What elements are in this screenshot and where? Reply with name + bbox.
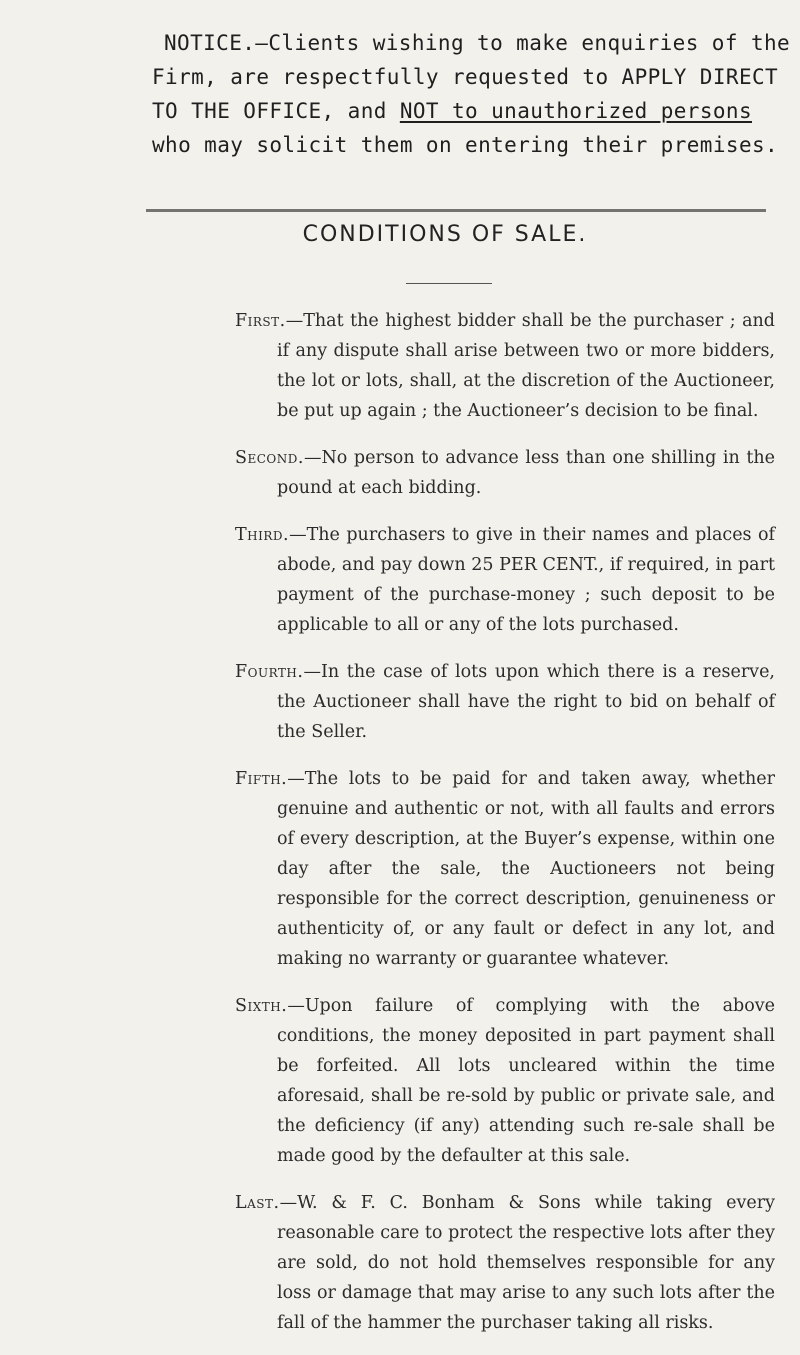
condition-item <box>235 443 775 503</box>
condition-lead: Sixth. <box>235 996 288 1016</box>
notice-line-prefix: TO THE OFFICE, and <box>152 99 400 123</box>
notice-line <box>152 94 772 128</box>
conditions-list <box>235 306 775 1355</box>
notice-paragraph <box>152 26 791 162</box>
condition-lead: Last. <box>235 1193 280 1213</box>
condition-item <box>235 520 775 640</box>
condition-item <box>235 657 775 747</box>
condition-lead: Third. <box>235 525 290 545</box>
condition-lead: First. <box>235 311 286 331</box>
notice-underlined-text: NOT to unauthorized persons <box>399 99 752 123</box>
notice-line: who may solicit them on entering their premises. <box>152 133 779 157</box>
notice-line: NOTICE.—Clients wishing to make enquiries of the <box>164 31 791 55</box>
condition-text: —Upon failure of complying with the above conditions, the money deposited in part payment shall be forfeited. All lots uncleared within the time aforesaid, shall be re-sold by public or private sale, and the deficiency (if any) attending such re-sale shall be made good by the defaulter at this sale. <box>277 996 775 1166</box>
page-title: CONDITIONS OF SALE. <box>302 222 588 247</box>
condition-item <box>235 306 775 426</box>
condition-item <box>235 1188 775 1338</box>
divider-rule <box>146 209 766 212</box>
condition-text: —That the highest bidder shall be the purchaser ; and if any dispute shall arise between two or more bidders, the lot or lots, shall, at the discretion of the Auctioneer, be put up again ; the Auctioneer’s decision to be final. <box>277 311 775 421</box>
condition-text: —W. & F. C. Bonham & Sons while taking every reasonable care to protect the respective lots after they are sold, do not hold themselves responsible for any loss or damage that may arise to any such lots after the fall of the hammer the purchaser taking all risks. <box>277 1193 775 1333</box>
heading-underline <box>406 283 492 284</box>
condition-text: —No person to advance less than one shilling in the pound at each bidding. <box>277 448 775 498</box>
condition-lead: Fifth. <box>235 769 288 789</box>
condition-text: —The purchasers to give in their names and places of abode, and pay down 25 PER CENT., if required, in part payment of the purchase-money ; such deposit to be applicable to all or any of the lots purchased. <box>277 525 775 635</box>
condition-text: —In the case of lots upon which there is a reserve, the Auctioneer shall have the right to bid on behalf of the Seller. <box>277 662 775 742</box>
condition-lead: Fourth. <box>235 662 304 682</box>
condition-text: —The lots to be paid for and taken away, whether genuine and authentic or not, with all faults and errors of every description, at the Buyer’s expense, within one day after the sale, the Auctioneers not being responsible for the correct description, genuineness or authenticity of, or any fault or defect in any lot, and making no warranty or guarantee whatever. <box>277 769 775 969</box>
condition-item <box>235 764 775 974</box>
condition-lead: Second. <box>235 448 304 468</box>
condition-item <box>235 991 775 1171</box>
notice-line: Firm, are respectfully requested to APPLY DIRECT <box>152 65 779 89</box>
